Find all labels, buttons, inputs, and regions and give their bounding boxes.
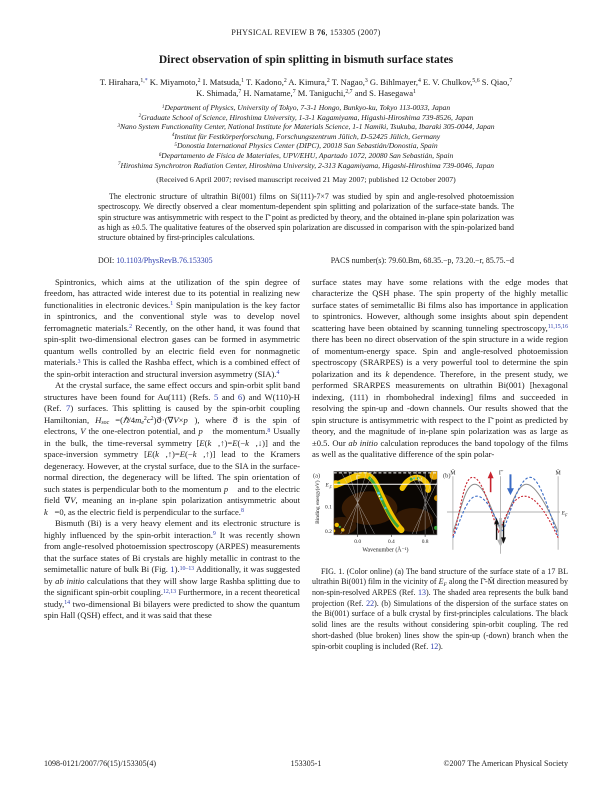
affiliation-7: $^7$Hiroshima Synchrotron Radiation Center, Hiroshima University, 2-313 Kagamiyama, Higashi-Hiroshima 739-0046, Japan bbox=[117, 160, 495, 170]
affiliation-2: $^2$Graduate School of Science, Hiroshima University, 1-3-1 Kagamiyama, Higashi-Hiroshima 739-8526, Japan bbox=[138, 112, 474, 122]
ref-link[interactable]: 12 bbox=[430, 641, 439, 651]
body-columns bbox=[44, 277, 568, 727]
affiliation-5: $^5$Donostia International Physics Center (DIPC), 20018 San Sebastián/Donostia, Spain bbox=[174, 141, 438, 151]
panel-b-label: (b) bbox=[442, 471, 451, 479]
y-axis-label: Binding energy(eV) bbox=[314, 480, 321, 524]
doi bbox=[98, 256, 213, 265]
ref-link[interactable]: 6 bbox=[237, 391, 243, 402]
affiliation-3: $^3$Nano System Functionality Center, National Institute for Materials Science, 1-1 Namiki, Tsukuba, Ibaraki 305-0044, Japan bbox=[117, 122, 495, 132]
x-tick-04: 0.4 bbox=[387, 538, 395, 545]
ref-link[interactable]: 22 bbox=[366, 598, 375, 608]
x-tick-00: 0.0 bbox=[354, 538, 362, 545]
ef-label: E bbox=[561, 510, 565, 517]
pacs-numbers: PACS number(s): 79.60.Bm, 68.35.−p, 73.20.−r, 85.75.−d bbox=[330, 255, 514, 265]
author-block bbox=[44, 77, 568, 99]
m-label-right: M̄ bbox=[555, 469, 561, 476]
ref-link[interactable]: 1 bbox=[170, 564, 175, 575]
journal-header: PHYSICAL REVIEW B 76, 153305 (2007) bbox=[231, 28, 381, 37]
right-column bbox=[312, 277, 568, 727]
paragraph: Spintronics, which aims at the utilization of the spin degree of freedom, has attracted wide interest due to its potential in realizing new functionalities in electronic devices.$^1$ Spin manipulation is the key factor in spintronics, and the conventional style was to develop novel ferromagnetic materials.$^2$ Recently, on the other hand, it was found that spin-split two-dimensional electron gases can be formed in asymmetric quantum wells controlled by an electric field even for nonmagnetic materials.$^3$ This is called the Rashba effect, which is a combined effect of the spin-orbit interaction and structural inversion asymmetry (SIA).$^4$ bbox=[44, 276, 300, 379]
paragraph: Bismuth (Bi) is a very heavy element and its electronic structure is highly influenced by the spin-orbit interaction.$^9$ It was recently shown from angle-resolved photoemission spectroscopy (ARPES) measurements that the surface states of Bi crystals are highly metallic in contrast to the semimetallic nature of bulk Bi (Fig. 1).$^{10-13}$ Additionally, it was suggested by ab initio calculations that they will show large Rashba splitting due to the significant spin-orbit coupling.$^{12,13}$ Furthermore, in a recent theoretical study,$^{14}$ two-dimensional Bi bilayers were predicted to show the quantum spin Hall (QSH) effect, and it was said that these bbox=[44, 518, 301, 621]
gamma-point-label: Γ̄ bbox=[355, 474, 360, 481]
copyright: ©2007 The American Physical Society bbox=[443, 759, 569, 768]
ref-link[interactable]: 14 bbox=[64, 600, 71, 607]
paragraph: At the crystal surface, the same effect occurs and spin-orbit split band structures have been found for Au(111) (Refs. 5 and 6) and W(110)-H (Ref. 7) surfaces. This splitting is caused by the spin-orbit coupling Hamiltonian, Hsoc $=(\hbar/4me^2c^2)\sigma⃗\cdot(\nabla V\times p⃗)$, where σ⃗ is the spin of electrons, V the one-electron potential, and p⃗ the momentum.$^8$ Usually in the bulk, the time-reversal symmetry [E(k⃗,↑)=E(−k⃗,↓)] and the space-inversion symmetry [E(k⃗,↑)=E(−k⃗,↑)] lead to the Kramers degeneracy. However, at the crystal surface, due to the SIA in the surface-normal direction, the degeneracy will be lifted. The spin orientation of such states is perpendicular both to the momentum p⃗ and to the electric field ∇V, meaning an in-plane spin polarization antisymmetric about k⃗=0, as the electric field is perpendicular to the surface.$^8$ bbox=[44, 380, 301, 517]
affiliation-4: $^4$Institut für Festkörperforschung, Forschungszentrum Jülich, D-52425 Jülich, Germany bbox=[171, 131, 441, 141]
dispersion-simulation bbox=[443, 468, 568, 563]
paragraph: surface states may have some relations with the edge modes that characterize the QSH phase. The spin property of the highly metallic surface states of semimetallic Bi films also has importance in application to spintronics. However, although some insights about spin dependent scattering have been obtained by scanning tunneling spectroscopy,$^{11,15,16}$ there has been no direct observation of the spin structure in a wide region of momentum-energy space. Spin and angle-resolved photoemission spectroscopy (SRARPES) is a very powerful tool to determine the spin polarization and its k dependence. Therefore, in the present study, we performed SRARPES measurements on ultrathin Bi(001) [hexagonal indexing, (111) in rhombohedral indexing] films and succeeded in resolving the spin-up and -down channels. Our results showed that the spin structure is antisymmetric with respect to the Γ̄ point as predicted by theory, and the magnitude of in-plane spin polarization was as large as ±0.5. Our ab initio calculation reproduces the band topology of the films as well as the qualitative difference of the spin polar- bbox=[312, 276, 568, 460]
arpes-band-map bbox=[312, 468, 441, 563]
ref-link[interactable]: 10–13 bbox=[179, 565, 195, 572]
y-tick-01: 0.1 bbox=[325, 504, 332, 511]
x-tick-08: 0.8 bbox=[421, 538, 429, 545]
meta-row bbox=[98, 256, 514, 265]
spin-up-band bbox=[453, 477, 558, 538]
affiliations bbox=[44, 103, 568, 170]
svg-text:F: F bbox=[565, 512, 568, 518]
ref-link[interactable]: 9 bbox=[212, 531, 216, 538]
ref-link[interactable]: 13 bbox=[417, 588, 426, 598]
panel-a-label: (a) bbox=[312, 471, 321, 479]
ref-link[interactable]: 11,15,16 bbox=[547, 324, 568, 331]
x-axis-label: Wavenumber (Å⁻¹) bbox=[362, 547, 409, 554]
received-line: (Received 6 April 2007; revised manuscript received 21 May 2007; published 12 October 2007) bbox=[156, 175, 456, 185]
ref-link[interactable]: 12,13 bbox=[163, 588, 177, 595]
ef-tick-label: E bbox=[325, 482, 329, 489]
ref-link[interactable]: 2 bbox=[129, 324, 133, 331]
paper-title: Direct observation of spin splitting in bismuth surface states bbox=[158, 54, 454, 66]
ref-link[interactable]: 5 bbox=[213, 391, 219, 402]
gamma-label: Γ̄ bbox=[498, 469, 503, 476]
ref-link[interactable]: 7 bbox=[66, 403, 71, 414]
page-footer bbox=[44, 759, 568, 768]
issn-code: 1098-0121/2007/76(15)/153305(4) bbox=[44, 759, 156, 768]
affiliation-1: $^1$Department of Physics, University of Tokyo, 7-3-1 Hongo, Bunkyo-ku, Tokyo 113-0033, Japan bbox=[161, 103, 451, 112]
author-line-2: K. Shimada,$^7$ H. Namatame,$^7$ M. Taniguchi,$^{2,7}$ and S. Hasegawa$^1$ bbox=[196, 88, 416, 98]
figure-1 bbox=[312, 468, 568, 563]
figure-caption: FIG. 1. (Color online) (a) The band structure of the surface state of a 17 BL ultrathin Bi(001) film in the vicinity of EF along the Γ̄-M̄ direction measured by non-spin-resolved ARPES (Ref. 13). The shaded area represents the bulk band projection (Ref. 22). (b) Simulations of the dispersion of the surface states on the Bi(001) surface of a bulk crystal by first-principles calculations. The black solid lines are the results without considering spin-orbit coupling. The red short-dashed (blue broken) lines show the spin-up (-down) branch when the spin-orbit coupling is included (Ref. 12). bbox=[312, 566, 568, 651]
affiliation-6: $^6$Departamento de Física de Materiales, UPV/EHU, Apartado 1072, 20080 San Sebastián, Spain bbox=[158, 150, 454, 160]
m-point-label: M̄ bbox=[417, 476, 423, 483]
spin-down-band bbox=[453, 477, 558, 538]
ref-link[interactable]: 1 bbox=[170, 301, 174, 308]
author-line-1: T. Hirahara,$^{1,*}$ K. Miyamoto,$^2$ I. Matsuda,$^1$ T. Kadono,$^2$ A. Kimura,$^2$ T. Nagao,$^3$ G. Bihlmayer,$^4$ E. V. Chulkov,$^{5,6}$ S. Qiao,$^7$ bbox=[99, 77, 513, 87]
ref-link[interactable]: 4 bbox=[276, 370, 280, 377]
abstract: The electronic structure of ultrathin Bi(001) films on Si(111)-7×7 was studied by spin and angle-resolved photoemission spectroscopy. We directly observed a clear momentum-dependent spin splitting and polarization of the surface-state bands. The spin structure was antisymmetric with respect to the Γ̄ point as predicted by theory, and the obtained in-plane spin polarization was as high as ±0.5. The qualitative features of the observed spin polarization are discussed in comparison with the spin-polarized band structure obtained by first-principles calculations. bbox=[98, 192, 514, 243]
svg-text:F: F bbox=[329, 484, 332, 490]
y-tick-02: 0.2 bbox=[325, 528, 332, 535]
m-label-left: M̄ bbox=[450, 469, 456, 476]
doi-link[interactable]: 10.1103/PhysRevB.76.153305 bbox=[116, 255, 213, 265]
ref-link[interactable]: * bbox=[144, 78, 148, 85]
left-column bbox=[44, 277, 300, 727]
ref-link[interactable]: 8 bbox=[240, 508, 244, 515]
doi-label: DOI: bbox=[98, 255, 115, 265]
ref-link[interactable]: 8 bbox=[267, 427, 271, 434]
page-number: 153305-1 bbox=[290, 759, 322, 768]
ref-link[interactable]: 3 bbox=[77, 358, 81, 365]
